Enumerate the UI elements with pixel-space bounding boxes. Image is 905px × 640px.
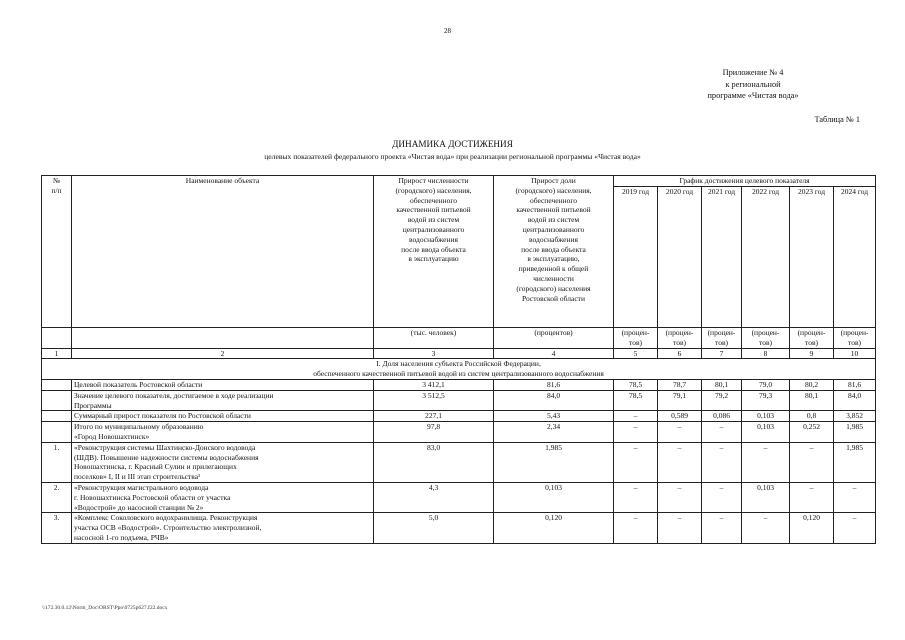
row-pop: 83,0 bbox=[374, 442, 494, 482]
row-year-2: – bbox=[658, 482, 702, 512]
row-year-3: – bbox=[702, 422, 742, 443]
column-number-6: 6 bbox=[658, 348, 702, 359]
header-year-5: 2023 год bbox=[790, 187, 834, 328]
row-year-5: 0,120 bbox=[790, 513, 834, 543]
appendix-line-2: к региональной bbox=[725, 79, 781, 89]
header-num: № п/п bbox=[42, 176, 72, 328]
row-year-2: – bbox=[658, 422, 702, 443]
page-number: 28 bbox=[444, 27, 451, 35]
footer-file-path: \\172.30.0.12\Norm_Doc\ORST\Ppo\0725p627.f22.docx bbox=[42, 605, 168, 611]
column-number-4: 4 bbox=[494, 348, 614, 359]
row-name: «Реконструкция системы Шахтинско-Донского водовода (ШДВ). Повышение надежности системы водоснабжения Новошахтинска, г. Красный Сулин и прилегающих поселков» I, II и III этап строительства¹ bbox=[72, 442, 374, 482]
column-number-5: 5 bbox=[614, 348, 658, 359]
row-pop: 227,1 bbox=[374, 411, 494, 422]
header-year-6: 2024 год bbox=[834, 187, 876, 328]
row-num bbox=[42, 390, 72, 411]
column-number-9: 9 bbox=[790, 348, 834, 359]
row-year-5: 0,252 bbox=[790, 422, 834, 443]
row-year-5: – bbox=[790, 442, 834, 482]
column-numbers-row bbox=[42, 348, 876, 359]
appendix-line-3: программе «Чистая вода» bbox=[707, 91, 799, 101]
row-num bbox=[42, 379, 72, 390]
header-row-main bbox=[42, 176, 876, 187]
row-year-1: 78,5 bbox=[614, 390, 658, 411]
unit-year-2: (процен- тов) bbox=[658, 328, 702, 349]
table-row bbox=[42, 513, 876, 543]
row-year-2: 79,1 bbox=[658, 390, 702, 411]
header-growth-pop: Прирост численности (городского) населения, обеспеченного качественной питьевой водой из систем централизованного водоснабжения после ввода объекта в эксплуатацию bbox=[374, 176, 494, 328]
row-year-1: – bbox=[614, 513, 658, 543]
appendix-block bbox=[673, 67, 833, 102]
row-num bbox=[42, 411, 72, 422]
document-subtitle: целевых показателей федерального проекта «Чистая вода» при реализации региональной программы «Чистая вода» bbox=[264, 152, 641, 161]
units-num bbox=[42, 328, 72, 349]
unit-year-4: (процен- тов) bbox=[742, 328, 790, 349]
row-name: «Реконструкция магистрального водовода г. Новошахтинска Ростовской области от участка «Водострой» до насосной станции № 2» bbox=[72, 482, 374, 512]
row-year-4: 79,3 bbox=[742, 390, 790, 411]
row-share: 84,0 bbox=[494, 390, 614, 411]
column-number-2: 2 bbox=[72, 348, 374, 359]
units-name bbox=[72, 328, 374, 349]
appendix-line-1: Приложение № 4 bbox=[722, 68, 784, 77]
row-share: 0,103 bbox=[494, 482, 614, 512]
row-year-6: 1,985 bbox=[834, 422, 876, 443]
unit-year-5: (процен- тов) bbox=[790, 328, 834, 349]
header-name: Наименование объекта bbox=[72, 176, 374, 328]
unit-share: (процентов) bbox=[494, 328, 614, 349]
row-name: Значение целевого показателя, достигаемое в ходе реализации Программы bbox=[72, 390, 374, 411]
row-year-6: – bbox=[834, 482, 876, 512]
unit-year-3: (процен- тов) bbox=[702, 328, 742, 349]
row-year-1: 78,5 bbox=[614, 379, 658, 390]
row-pop: 3 512,5 bbox=[374, 390, 494, 411]
header-schedule: График достижения целевого показателя bbox=[614, 176, 876, 187]
document-title: ДИНАМИКА ДОСТИЖЕНИЯ bbox=[392, 139, 513, 149]
indicator-table bbox=[41, 175, 876, 544]
row-num: 1. bbox=[42, 442, 72, 482]
row-pop: 3 412,1 bbox=[374, 379, 494, 390]
row-year-4: 79,0 bbox=[742, 379, 790, 390]
row-year-4: – bbox=[742, 513, 790, 543]
row-year-4: – bbox=[742, 442, 790, 482]
row-share: 81,6 bbox=[494, 379, 614, 390]
row-year-1: – bbox=[614, 482, 658, 512]
row-year-1: – bbox=[614, 422, 658, 443]
row-year-6: 81,6 bbox=[834, 379, 876, 390]
row-year-5: 80,2 bbox=[790, 379, 834, 390]
row-share: 2,34 bbox=[494, 422, 614, 443]
row-year-1: – bbox=[614, 442, 658, 482]
row-year-5: – bbox=[790, 482, 834, 512]
row-share: 0,120 bbox=[494, 513, 614, 543]
row-name: Целевой показатель Ростовской области bbox=[72, 379, 374, 390]
row-name: «Комплекс Соколовского водохранилища. Реконструкция участка ОСВ «Водострой». Строительство электролизной, насосной 1-го подъема, РЧВ» bbox=[72, 513, 374, 543]
table-row bbox=[42, 379, 876, 390]
row-num: 2. bbox=[42, 482, 72, 512]
row-share: 1,985 bbox=[494, 442, 614, 482]
section-title: I. Доля населения субъекта Российской Федерации, обеспеченного качественной питьевой водой из систем централизованного водоснабжения bbox=[42, 359, 876, 380]
section-row bbox=[42, 359, 876, 380]
unit-year-1: (процен- тов) bbox=[614, 328, 658, 349]
header-row-units bbox=[42, 328, 876, 349]
column-number-8: 8 bbox=[742, 348, 790, 359]
column-number-10: 10 bbox=[834, 348, 876, 359]
header-year-1: 2019 год bbox=[614, 187, 658, 328]
header-growth-share: Прирост доли (городского) населения, обеспеченного качественной питьевой водой из систем централизованного водоснабжения после ввода объекта в эксплуатацию, приведенной к общей численности (городского) населения Ростовской области bbox=[494, 176, 614, 328]
column-number-7: 7 bbox=[702, 348, 742, 359]
table-row bbox=[42, 482, 876, 512]
header-year-2: 2020 год bbox=[658, 187, 702, 328]
row-year-3: – bbox=[702, 513, 742, 543]
row-share: 5,43 bbox=[494, 411, 614, 422]
table-label: Таблица № 1 bbox=[814, 115, 860, 124]
row-year-3: 0,086 bbox=[702, 411, 742, 422]
row-year-3: 80,1 bbox=[702, 379, 742, 390]
row-year-1: – bbox=[614, 411, 658, 422]
row-year-5: 80,1 bbox=[790, 390, 834, 411]
row-year-4: 0,103 bbox=[742, 422, 790, 443]
unit-pop: (тыс. человек) bbox=[374, 328, 494, 349]
row-year-2: 0,589 bbox=[658, 411, 702, 422]
row-year-6: 84,0 bbox=[834, 390, 876, 411]
row-pop: 4,3 bbox=[374, 482, 494, 512]
table-row bbox=[42, 442, 876, 482]
row-num bbox=[42, 422, 72, 443]
row-num: 3. bbox=[42, 513, 72, 543]
row-year-5: 0,8 bbox=[790, 411, 834, 422]
row-name: Итого по муниципальному образованию «Город Новошахтинск» bbox=[72, 422, 374, 443]
row-year-6: 1,985 bbox=[834, 442, 876, 482]
column-number-1: 1 bbox=[42, 348, 72, 359]
row-year-3: – bbox=[702, 442, 742, 482]
row-pop: 97,8 bbox=[374, 422, 494, 443]
table-row bbox=[42, 390, 876, 411]
table-row bbox=[42, 422, 876, 443]
row-year-2: – bbox=[658, 442, 702, 482]
column-number-3: 3 bbox=[374, 348, 494, 359]
row-year-2: 78,7 bbox=[658, 379, 702, 390]
row-year-4: 0,103 bbox=[742, 411, 790, 422]
header-year-4: 2022 год bbox=[742, 187, 790, 328]
header-year-3: 2021 год bbox=[702, 187, 742, 328]
row-year-6: – bbox=[834, 513, 876, 543]
row-name: Суммарный прирост показателя по Ростовской области bbox=[72, 411, 374, 422]
table-row bbox=[42, 411, 876, 422]
row-pop: 5,0 bbox=[374, 513, 494, 543]
row-year-2: – bbox=[658, 513, 702, 543]
row-year-3: – bbox=[702, 482, 742, 512]
row-year-3: 79,2 bbox=[702, 390, 742, 411]
row-year-6: 3,852 bbox=[834, 411, 876, 422]
unit-year-6: (процен- тов) bbox=[834, 328, 876, 349]
row-year-4: 0,103 bbox=[742, 482, 790, 512]
